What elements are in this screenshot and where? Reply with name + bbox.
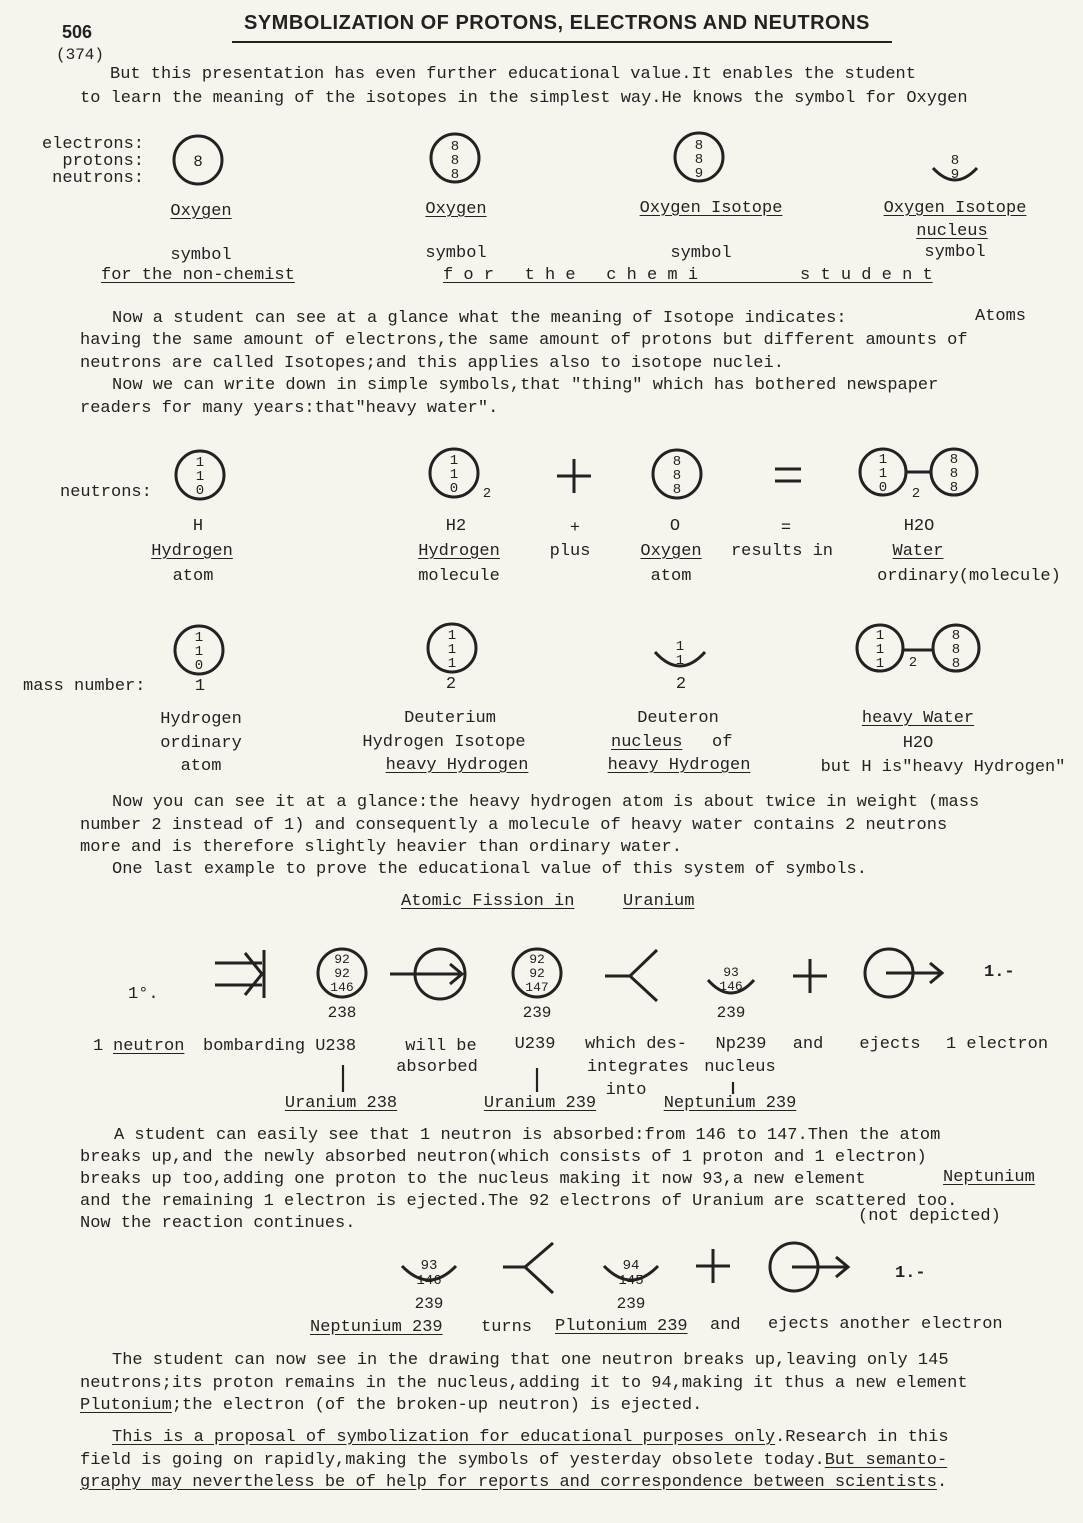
svg-text:93: 93 — [420, 1258, 438, 1274]
mass-2: 2 — [445, 675, 457, 694]
col1-hydrogen: Hydrogen — [160, 710, 242, 729]
para3-line1: A student can easily see that 1 neutron is absorbed:from 146 to 147.Then the atom — [114, 1126, 941, 1145]
fission-title-b: Uranium — [623, 892, 695, 911]
col3-of: of — [712, 733, 733, 752]
svg-text:1: 1 — [875, 656, 885, 672]
label-plutonium-239: Plutonium 239 — [555, 1317, 688, 1336]
turns-fork — [503, 1243, 553, 1293]
para2-line2: number 2 instead of 1) and consequently a molecule of heavy water contains 2 neutrons — [80, 816, 948, 835]
uranium-238-symbol — [318, 949, 366, 1022]
svg-text:1: 1 — [195, 455, 205, 471]
svg-text:147: 147 — [525, 980, 549, 995]
para4-rest: ;the electron (of the broken-up neutron) is ejected. — [171, 1396, 703, 1415]
desc-bombarding: bombarding U238 — [203, 1037, 357, 1056]
step-number: 1°. — [128, 985, 159, 1004]
desc-ejects: ejects — [859, 1035, 921, 1054]
desc-np239: Np239 — [715, 1035, 767, 1054]
para5-period: . — [936, 1473, 948, 1492]
para2-line3: more and is therefore slightly heavier than ordinary water. — [80, 838, 682, 857]
svg-text:92: 92 — [529, 966, 545, 981]
desc-nucleus: nucleus — [704, 1058, 776, 1077]
formula-o: O — [669, 517, 681, 536]
svg-text:145: 145 — [618, 1273, 644, 1289]
desc-1-electron: 1 electron — [946, 1035, 1049, 1054]
col3-nucleus: nucleus — [611, 733, 683, 752]
col2-deuterium: Deuterium — [404, 709, 496, 728]
para1-line5: readers for many years:that"heavy water". — [80, 399, 499, 418]
svg-text:92: 92 — [334, 966, 350, 981]
desc-into: into — [605, 1081, 647, 1100]
plus-sign — [557, 459, 591, 493]
para2-line4: One last example to prove the educational value of this system of symbols. — [112, 860, 867, 879]
svg-text:2: 2 — [908, 655, 918, 671]
symbol-label-2: symbol — [425, 244, 487, 263]
hydrogen-molecule-symbol — [430, 449, 491, 502]
desc-absorbed: absorbed — [396, 1058, 478, 1077]
col2-heavy-hydrogen: heavy Hydrogen — [385, 756, 529, 775]
para5-proposal: This is a proposal of symbolization for educational purposes only — [112, 1428, 776, 1447]
label-turns: turns — [481, 1318, 533, 1337]
svg-text:1: 1 — [675, 639, 685, 655]
svg-text:1: 1 — [195, 469, 205, 485]
name-uranium-239: Uranium 239 — [483, 1094, 597, 1113]
svg-text:8: 8 — [951, 656, 961, 672]
svg-text:8: 8 — [949, 466, 959, 482]
svg-text:92: 92 — [334, 952, 350, 967]
svg-text:9: 9 — [694, 166, 704, 182]
col4-h2o: H2O — [902, 734, 934, 753]
oxygen-atom-symbol — [653, 450, 701, 498]
svg-text:1: 1 — [675, 653, 685, 669]
col1-ordinary: ordinary — [160, 734, 242, 753]
svg-text:8: 8 — [450, 167, 460, 183]
desc-1: 1 — [93, 1037, 104, 1056]
disintegration-fork — [605, 950, 657, 1001]
oxygen-full-symbol — [431, 134, 479, 183]
intro-line-2: to learn the meaning of the isotopes in the simplest way.He knows the symbol for Oxygen — [80, 89, 968, 108]
neutron-bombard-arrow — [215, 950, 264, 998]
svg-text:8: 8 — [949, 452, 959, 468]
svg-text:2: 2 — [911, 486, 921, 502]
heavy-water-symbol — [857, 625, 979, 672]
page-number: 506 — [62, 22, 93, 42]
name-results-in: results in — [730, 542, 834, 561]
svg-text:239: 239 — [522, 1004, 552, 1022]
para3-line3: breaks up too,adding one proton to the nucleus making it now 93,a new element — [80, 1170, 866, 1189]
desc-u239: U239 — [514, 1035, 556, 1054]
para4-plutonium: Plutonium — [80, 1396, 172, 1415]
name-hydrogen-2: Hydrogen — [418, 542, 500, 561]
formula-h2o: H2O — [903, 517, 935, 536]
svg-text:9: 9 — [950, 167, 960, 183]
svg-text:1: 1 — [875, 628, 885, 644]
legend-mass-number: mass number: — [23, 677, 146, 696]
sub-page-number: (374) — [56, 46, 105, 64]
hydrogen-atom-symbol — [176, 451, 224, 499]
svg-text:8: 8 — [694, 138, 704, 154]
para1-line4: Now we can write down in simple symbols,that "thing" which has bothered newspaper — [112, 376, 939, 395]
formula-equals: = — [780, 519, 792, 538]
para5-research: .Research in this — [775, 1428, 949, 1447]
svg-text:1: 1 — [449, 467, 459, 483]
equals-sign — [775, 469, 801, 481]
svg-text:146: 146 — [719, 979, 743, 994]
desc-integrates: integrates — [586, 1058, 690, 1077]
svg-text:146: 146 — [330, 980, 354, 995]
neptunium-239-nucleus-symbol — [708, 965, 754, 1022]
formula-h2: H2 — [445, 517, 467, 536]
svg-text:8: 8 — [951, 642, 961, 658]
neptunium-nucleus-symbol — [402, 1258, 456, 1313]
para5-field: field is going on rapidly,making the symbols of yesterday obsolete today. — [80, 1451, 825, 1470]
ordinary-hydrogen-symbol — [175, 626, 223, 674]
para5-but-semanto: But semanto- — [824, 1451, 948, 1470]
para5-line2 — [80, 1450, 947, 1472]
svg-text:8: 8 — [949, 480, 959, 496]
label-oxygen-isotope: Oxygen Isotope — [639, 199, 783, 218]
fission-title-a: Atomic Fission in — [401, 892, 575, 911]
svg-text:1: 1 — [194, 644, 204, 660]
svg-text:146: 146 — [416, 1273, 442, 1289]
svg-text:238: 238 — [327, 1004, 357, 1022]
svg-text:1: 1 — [194, 630, 204, 646]
para5-line1 — [112, 1427, 949, 1449]
deuteron-nucleus-symbol — [655, 639, 705, 669]
col3-deuteron: Deuteron — [637, 709, 719, 728]
svg-text:8: 8 — [950, 153, 960, 169]
para3-not-depicted: (not depicted) — [858, 1207, 1001, 1226]
kind-atom: atom — [172, 567, 214, 586]
svg-text:8: 8 — [672, 454, 682, 470]
svg-text:92: 92 — [529, 952, 545, 967]
col4-heavy-water: heavy Water — [861, 709, 975, 728]
symbol-label-3: symbol — [670, 244, 732, 263]
name-water: Water — [892, 542, 944, 561]
para1-line3: neutrons are called Isotopes;and this applies also to isotope nuclei. — [80, 354, 784, 373]
desc-will-be: will be — [405, 1037, 477, 1056]
para1-atoms: Atoms — [975, 307, 1027, 326]
page-title: SYMBOLIZATION OF PROTONS, ELECTRONS AND NEUTRONS — [244, 12, 870, 34]
oxygen-isotope-nucleus-symbol — [933, 153, 977, 183]
name-oxygen: Oxygen — [640, 542, 702, 561]
svg-text:8: 8 — [951, 628, 961, 644]
svg-text:8: 8 — [450, 139, 460, 155]
label-oxygen-2: Oxygen — [425, 200, 487, 219]
svg-text:239: 239 — [616, 1295, 646, 1313]
svg-text:0: 0 — [195, 483, 205, 499]
desc-which-des: which des- — [584, 1035, 688, 1054]
deuterium-symbol — [428, 624, 476, 672]
svg-text:0: 0 — [878, 480, 888, 496]
para2-line1: Now you can see it at a glance:the heavy hydrogen atom is about twice in weight (mass — [112, 793, 980, 812]
water-molecule-symbol — [860, 449, 977, 502]
plus-sign-np — [696, 1249, 730, 1283]
para5-line3 — [80, 1472, 947, 1494]
formula-plus: + — [569, 519, 581, 538]
kind-molecule: molecule — [418, 567, 500, 586]
col2-hydrogen-isotope: Hydrogen Isotope — [362, 733, 526, 752]
mass-2-b: 2 — [675, 675, 687, 694]
label-oxygen-isotope-2: Oxygen Isotope — [883, 199, 1027, 218]
svg-text:8: 8 — [193, 153, 203, 171]
label-and: and — [710, 1316, 741, 1335]
name-uranium-238: Uranium 238 — [284, 1094, 398, 1113]
svg-text:8: 8 — [694, 152, 704, 168]
svg-text:0: 0 — [449, 481, 459, 497]
svg-text:93: 93 — [723, 965, 739, 980]
svg-text:94: 94 — [622, 1258, 640, 1274]
svg-text:1: 1 — [447, 628, 457, 644]
para1-line1: Now a student can see at a glance what the meaning of Isotope indicates: — [112, 309, 847, 328]
para3-line4: and the remaining 1 electron is ejected.The 92 electrons of Uranium are scattered too. — [80, 1192, 958, 1211]
svg-text:0: 0 — [194, 658, 204, 674]
legend-neutrons: neutrons: — [60, 483, 152, 502]
svg-text:1: 1 — [449, 453, 459, 469]
para1-line2: having the same amount of electrons,the same amount of protons but different amounts of — [80, 331, 968, 350]
plutonium-nucleus-symbol — [604, 1258, 658, 1313]
svg-text:2: 2 — [482, 486, 492, 502]
kind-ordinary-molecule: ordinary(molecule) — [877, 567, 1061, 586]
second-ejected-electron-symbol — [770, 1243, 848, 1291]
label-oxygen-1: Oxygen — [170, 202, 232, 221]
mass-1: 1 — [194, 677, 206, 696]
kind-atom-2: atom — [650, 567, 692, 586]
electron-mark-1: 1.- — [984, 963, 1015, 982]
svg-text:1: 1 — [878, 466, 888, 482]
formula-h: H — [192, 517, 204, 536]
label-ejects-another-electron: ejects another electron — [768, 1315, 1003, 1334]
plus-sign-fission — [793, 959, 827, 993]
desc-neutron: neutron — [113, 1037, 185, 1056]
svg-text:1: 1 — [447, 642, 457, 658]
para3-line5: Now the reaction continues. — [80, 1214, 356, 1233]
oxygen-isotope-symbol — [675, 133, 723, 182]
legend-electrons-protons-neutrons: electrons: protons: neutrons: — [41, 135, 144, 188]
uranium-239-symbol — [513, 949, 561, 1022]
for-the-chemistry-student: f o r t h e c h e m i s t u d e n t — [443, 266, 933, 285]
svg-text:239: 239 — [716, 1004, 746, 1022]
name-hydrogen: Hydrogen — [151, 542, 233, 561]
svg-text:1: 1 — [878, 452, 888, 468]
para4-line3 — [80, 1395, 702, 1417]
label-neptunium-239: Neptunium 239 — [310, 1318, 443, 1337]
desc-and: and — [792, 1035, 824, 1054]
oxygen-simple-symbol — [174, 136, 222, 184]
electron-mark-2: 1.- — [895, 1264, 926, 1283]
para5-graphy: graphy may nevertheless be of help for reports and correspondence between scientists — [80, 1473, 937, 1492]
absorbed-neutron-arrow — [390, 949, 465, 999]
intro-line-1: But this presentation has even further educational value.It enables the student — [110, 65, 916, 84]
for-non-chemist: for the non-chemist — [101, 266, 295, 285]
svg-text:1: 1 — [447, 656, 457, 672]
ejected-electron-symbol — [865, 949, 942, 997]
svg-text:8: 8 — [450, 153, 460, 169]
symbol-label-4: symbol — [924, 243, 986, 262]
col1-atom: atom — [180, 757, 222, 776]
para3-neptunium: Neptunium — [943, 1168, 1035, 1187]
svg-text:8: 8 — [672, 468, 682, 484]
name-plus: plus — [549, 542, 591, 561]
para4-line1: The student can now see in the drawing that one neutron breaks up,leaving only 145 — [112, 1351, 949, 1370]
symbol-label-1: symbol — [170, 246, 232, 265]
svg-text:8: 8 — [672, 482, 682, 498]
col3-heavy-hydrogen: heavy Hydrogen — [607, 756, 751, 775]
label-nucleus: nucleus — [916, 222, 988, 241]
name-neptunium-239: Neptunium 239 — [663, 1094, 797, 1113]
para3-line2: breaks up,and the newly absorbed neutron(which consists of 1 proton and 1 electron) — [80, 1148, 927, 1167]
col4-but-h-is-heavy-hydrogen: but H is"heavy Hydrogen" — [820, 758, 1066, 777]
para4-line2: neutrons;its proton remains in the nucleus,adding it to 94,making it thus a new element — [80, 1374, 968, 1393]
svg-text:239: 239 — [414, 1295, 444, 1313]
svg-text:1: 1 — [875, 642, 885, 658]
